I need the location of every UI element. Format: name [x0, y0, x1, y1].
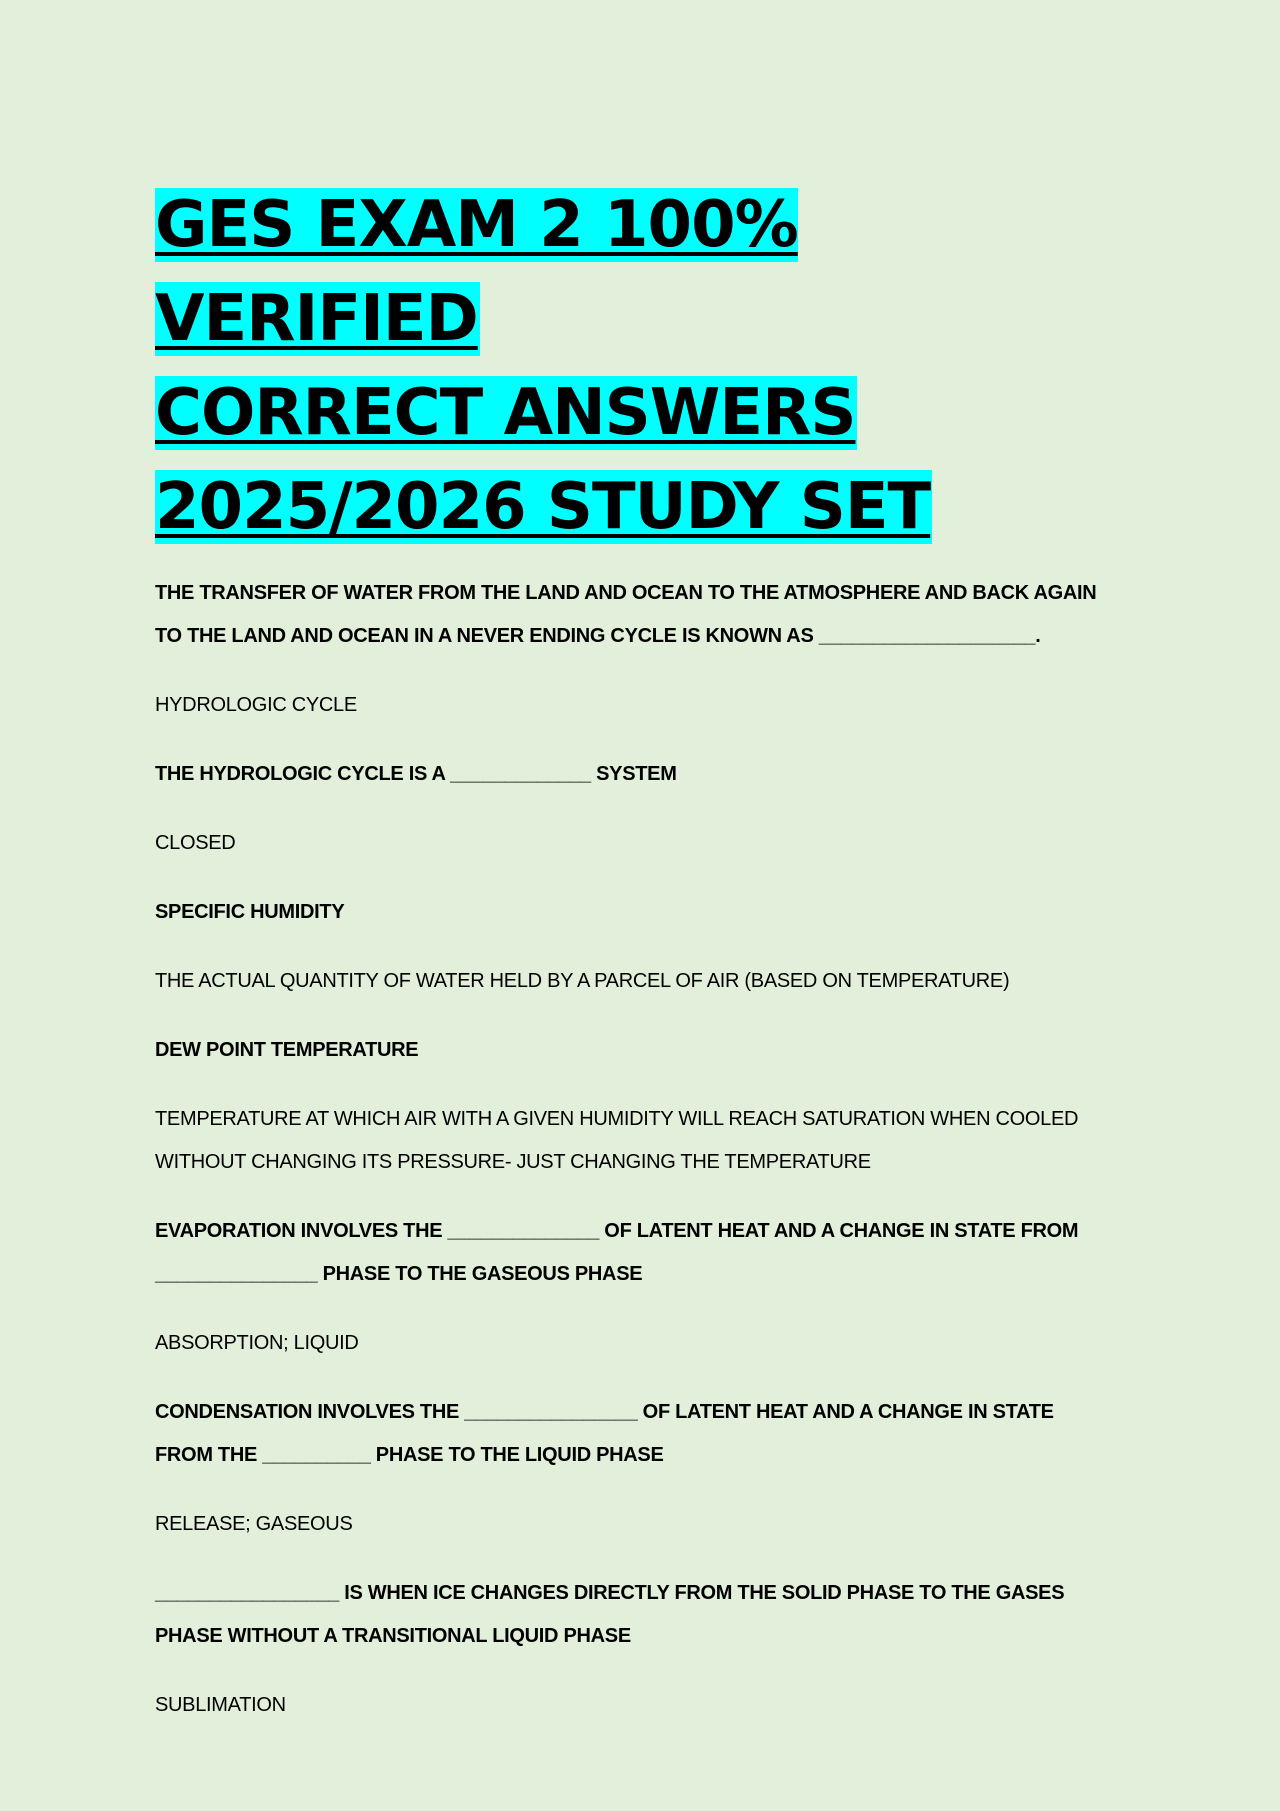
title-line-3: 2025/2026 STUDY SET — [155, 470, 931, 544]
answer-text: TEMPERATURE AT WHICH AIR WITH A GIVEN HUMIDITY WILL REACH SATURATION WHEN COOLED WITHOUT CHANGING ITS PRESSURE- JUST CHANGING THE TEMPERATURE — [155, 1108, 1079, 1173]
question-text: THE TRANSFER OF WATER FROM THE LAND AND OCEAN TO THE ATMOSPHERE AND BACK AGAIN TO THE LAND AND OCEAN IN A NEVER ENDING CYCLE IS KNOWN AS ____________________. — [155, 582, 1097, 647]
document-page — [155, 178, 1115, 1753]
qa-item — [155, 1572, 1115, 1753]
answer-text: ABSORPTION; LIQUID — [155, 1332, 359, 1354]
question-text: THE HYDROLOGIC CYCLE IS A _____________ SYSTEM — [155, 763, 677, 785]
qa-item — [155, 1029, 1115, 1210]
answer-text: THE ACTUAL QUANTITY OF WATER HELD BY A PARCEL OF AIR (BASED ON TEMPERATURE) — [155, 970, 1010, 992]
answer-text: HYDROLOGIC CYCLE — [155, 694, 357, 716]
qa-item — [155, 753, 1115, 891]
title-line-2: CORRECT ANSWERS — [155, 376, 856, 450]
qa-item — [155, 891, 1115, 1029]
question-text: EVAPORATION INVOLVES THE ______________ OF LATENT HEAT AND A CHANGE IN STATE FROM _______________ PHASE TO THE GASEOUS PHASE — [155, 1220, 1079, 1285]
answer-text: SUBLIMATION — [155, 1694, 286, 1716]
qa-item — [155, 572, 1115, 753]
answer-text: RELEASE; GASEOUS — [155, 1513, 353, 1535]
qa-item — [155, 1210, 1115, 1391]
qa-item — [155, 1391, 1115, 1572]
question-text: CONDENSATION INVOLVES THE ________________ OF LATENT HEAT AND A CHANGE IN STATE FROM THE __________ PHASE TO THE LIQUID PHASE — [155, 1401, 1054, 1466]
question-text: SPECIFIC HUMIDITY — [155, 901, 345, 923]
document-title — [155, 178, 1115, 554]
question-text: DEW POINT TEMPERATURE — [155, 1039, 419, 1061]
title-line-1: GES EXAM 2 100% VERIFIED — [155, 188, 798, 356]
question-text: _________________ IS WHEN ICE CHANGES DIRECTLY FROM THE SOLID PHASE TO THE GASES PHASE WITHOUT A TRANSITIONAL LIQUID PHASE — [155, 1582, 1065, 1647]
qa-list — [155, 572, 1115, 1753]
answer-text: CLOSED — [155, 832, 236, 854]
